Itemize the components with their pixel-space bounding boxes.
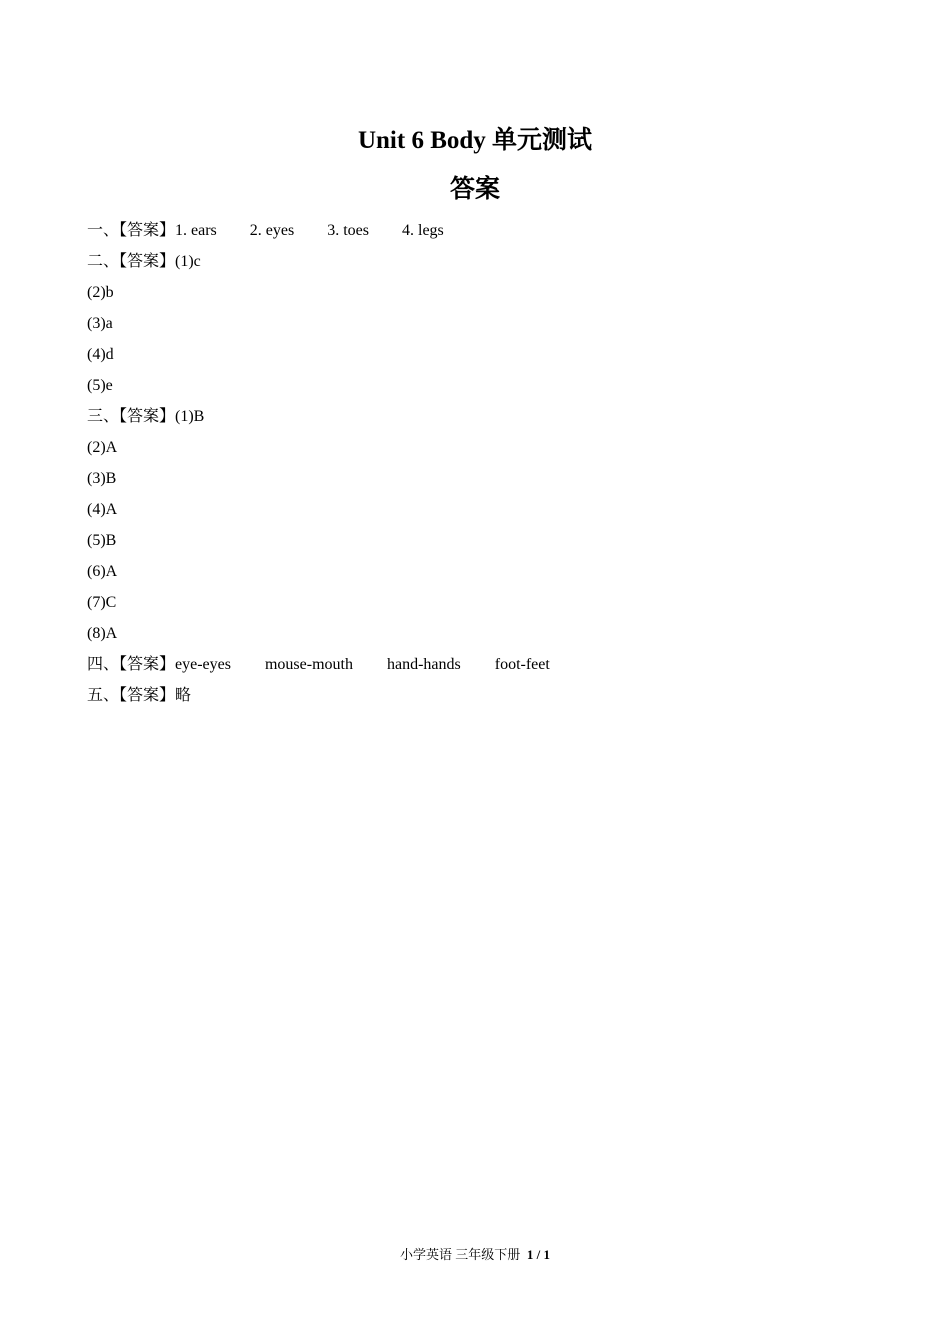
answer-section-5	[87, 684, 550, 715]
answer-item: 3. toes	[327, 222, 369, 239]
answer-heading: 答案	[449, 176, 500, 203]
section-prefix: 三、【答案】	[87, 408, 176, 425]
page-footer	[0, 1245, 950, 1265]
section-prefix: 五、【答案】	[87, 687, 176, 704]
answer-item: (5)e	[87, 377, 113, 394]
answer-item: (7)C	[87, 594, 117, 611]
answer-section-4	[87, 653, 550, 684]
answer-item: (8)A	[87, 625, 118, 642]
answer-item: (4)A	[87, 501, 118, 518]
answer-section-1	[87, 219, 550, 250]
answer-item: 4. legs	[402, 222, 444, 239]
answer-item: (2)b	[87, 284, 114, 301]
document-title: Unit 6 Body 单元测试	[357, 127, 593, 154]
answer-item: hand-hands	[386, 656, 461, 673]
page-total: 1	[543, 1247, 550, 1262]
footer-label: 小学英语 三年级下册	[400, 1247, 521, 1262]
answer-item: (6)A	[87, 563, 118, 580]
answer-item: (1)c	[175, 253, 201, 270]
answer-item: (3)B	[87, 470, 117, 487]
answer-item: mouse-mouth	[264, 656, 353, 673]
answer-section-2	[87, 250, 550, 281]
section-prefix: 一、【答案】	[87, 222, 176, 239]
answer-list	[87, 219, 550, 715]
page-number: 1	[526, 1247, 534, 1262]
answer-item: (2)A	[87, 439, 118, 456]
answer-item: 1. ears	[175, 222, 217, 239]
answer-item: (5)B	[87, 532, 117, 549]
answer-item: (3)a	[87, 315, 113, 332]
section-prefix: 二、【答案】	[87, 253, 176, 270]
answer-item: 2. eyes	[249, 222, 295, 239]
answer-item: foot-feet	[494, 656, 550, 673]
answer-section-3	[87, 405, 550, 436]
section-prefix: 四、【答案】	[87, 656, 176, 673]
answer-item: eye-eyes	[175, 656, 231, 673]
page-separator: /	[536, 1247, 541, 1262]
answer-item: (4)d	[87, 346, 114, 363]
answer-item: (1)B	[175, 408, 205, 425]
answer-item: 略	[175, 687, 192, 704]
